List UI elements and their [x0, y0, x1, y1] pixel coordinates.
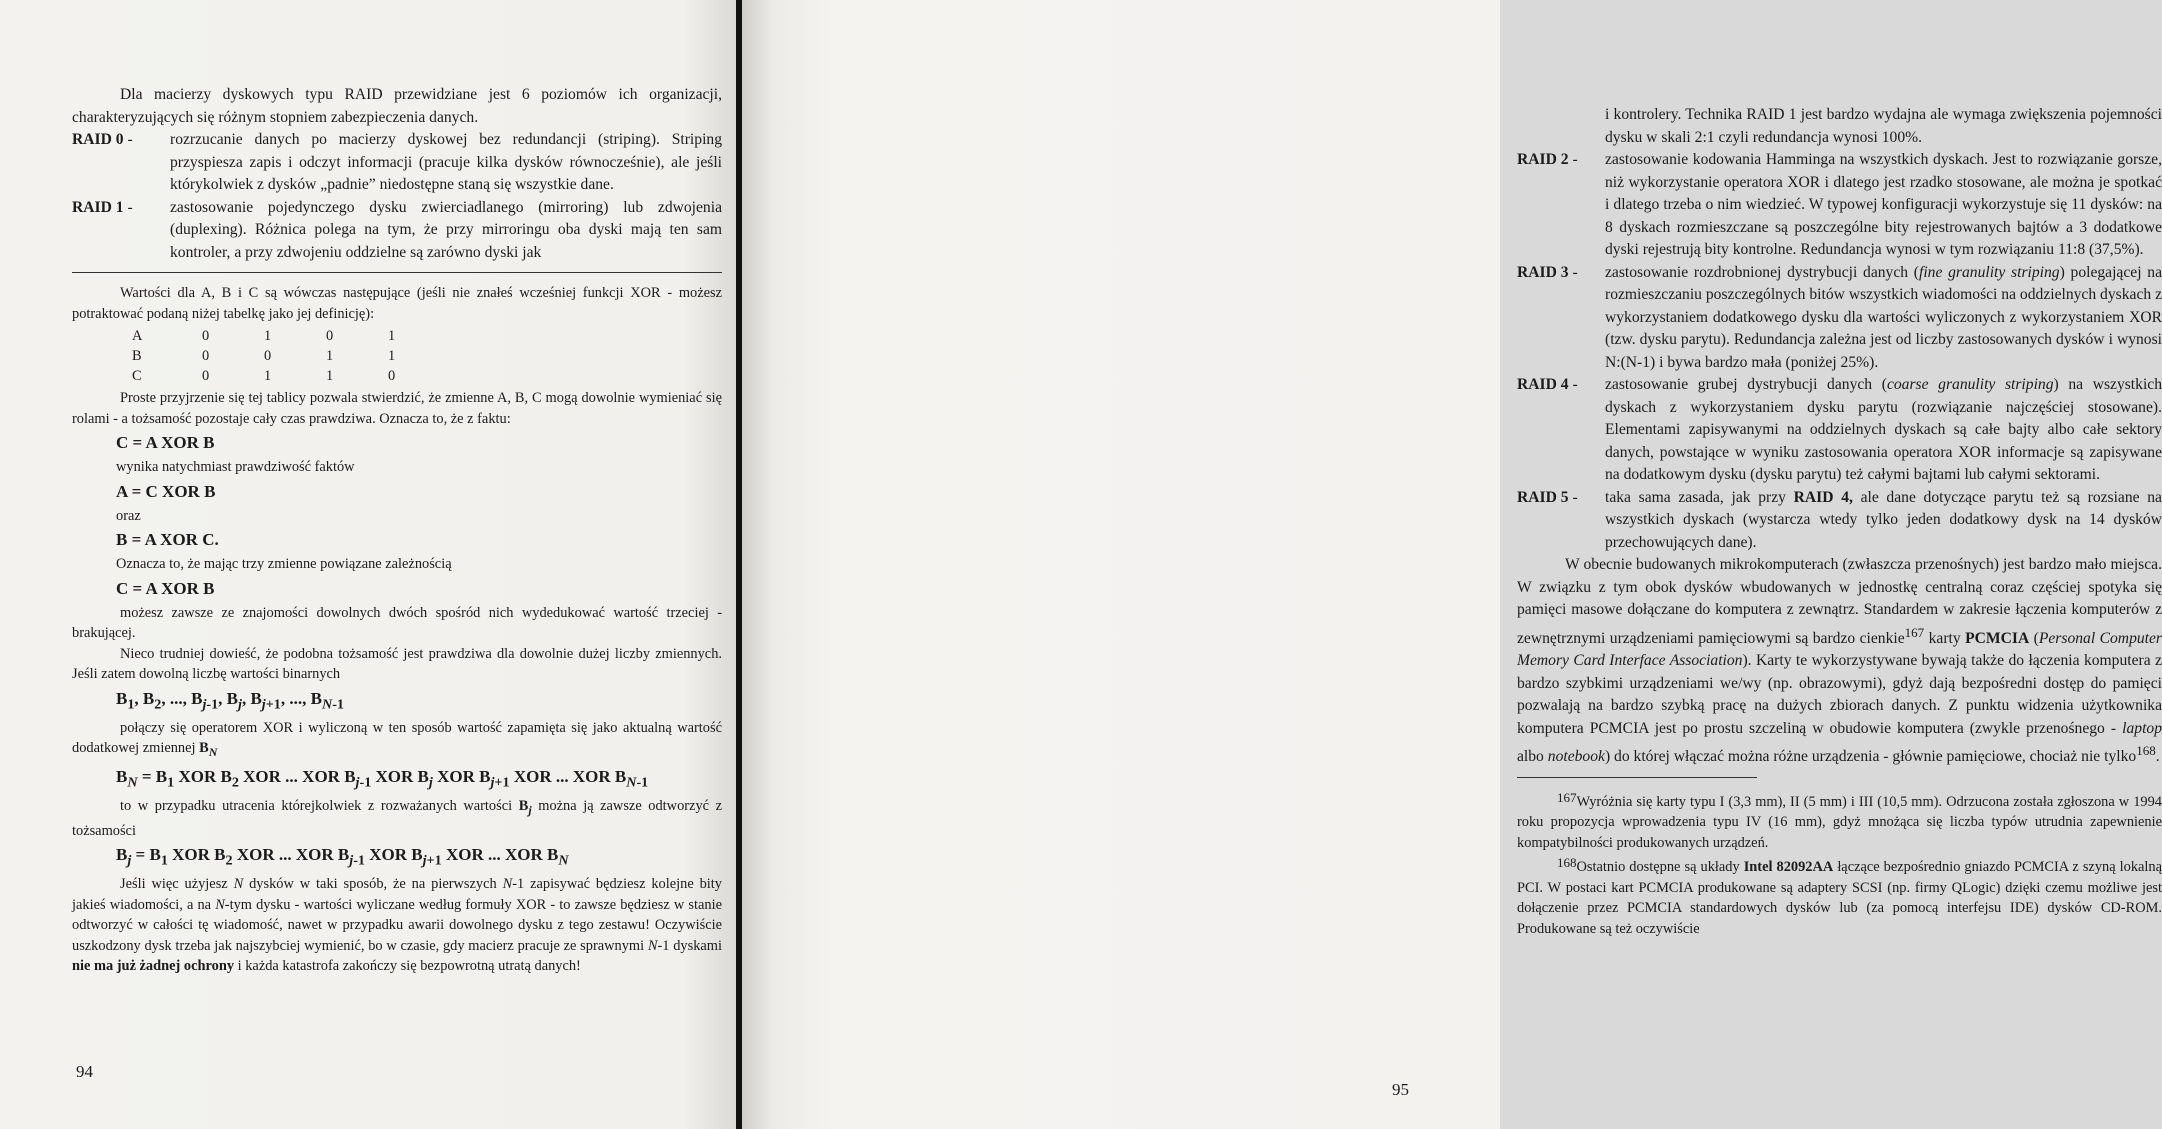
- formula-4: C = A XOR B: [116, 578, 215, 598]
- raid3-text: zastosowanie rozdrobnionej dystrybucji danych (fine granulity striping) polegającej na rozmieszczaniu poszczególnych bitów wszystkich wiadomości na oddzielnych dyskach z wykorzystaniem dodatkowego dysku dla wartości wyliczonych z wykorzystaniem XOR (tzw. dysku parytu). Redundancja zależna jest od liczby zastosowanych dysków i wynosi N:(N-1) i bywa bardzo mała (poniżej 25%).: [1605, 263, 2162, 371]
- raid4-entry: [1517, 374, 2162, 487]
- page-number-right: 95: [1392, 1080, 1409, 1099]
- xor-row-c: [132, 366, 450, 386]
- right-text-column: [1517, 104, 2162, 939]
- pcmcia-paragraph: W obecnie budowanych mikrokomputerach (zwłaszcza przenośnych) jest bardzo mało miejsca. W związku z tym obok dysków wbudowanych w jednostkę centralną coraz częściej spotyka się pamięci masowe dołączane do komputera z zewnątrz. Standardem w zakresie łączenia komputerów z zewnętrznymi urządzeniami pamięciowymi są bardzo cienkie$^{167}$ karty PCMCIA (Personal Computer Memory Card Interface Association). Karty te wykorzystywane bywają także do łączenia komputera z bardzo szybkimi urządzeniami we/wy (np. obrazowymi), gdyż dają bezpośredni dostęp do pamięci pozwalają na bardzo szybką pracę na dużych zbiorach danych. Z punktu widzenia użytkownika komputera PCMCIA jest po prostu szczeliną w obudowie komputera (zwykle przenośnego - laptop albo notebook) do której włączać można różne urządzenia - głównie pamięciowe, chociaż nie tylko$^{168}$.: [1517, 556, 2162, 766]
- formula-parity: $B_N = B_1$ XOR $B_2$ XOR ... XOR $B_{j-1}$ XOR $B_j$ XOR $B_{j+1}$ XOR ... XOR $B_{N-1}$: [116, 766, 649, 791]
- xor-cell: 1: [326, 368, 334, 384]
- footnote-divider: [1517, 777, 1757, 778]
- xor-cell: 0: [264, 348, 272, 364]
- raid2-label: RAID 2 -: [1517, 151, 1578, 168]
- raid4-label: RAID 4 -: [1517, 376, 1578, 393]
- raid5-entry: [1517, 487, 2162, 555]
- xor-cell: 0: [202, 368, 210, 384]
- formula-sequence: $B_1$, $B_2$, ..., $B_{j-1}$, $B_j$, $B_{j+1}$, ..., $B_{N-1}$: [116, 688, 345, 712]
- intro-paragraph: Dla macierzy dyskowych typu RAID przewidziane jest 6 poziomów ich organizacji, charakteryzujących się różnym stopniem zabezpieczenia danych.: [72, 86, 722, 126]
- text-oraz: oraz: [116, 507, 141, 524]
- xor-cell: 0: [326, 328, 334, 344]
- xor-cell: 1: [264, 368, 272, 384]
- raid1-continuation: i kontrolery. Technika RAID 1 jest bardzo wydajna ale wymaga zwiększenia pojemności dysku w skali 2:1 czyli redundancja wynosi 100%.: [1605, 106, 2162, 146]
- xor-cell: 0: [388, 368, 396, 384]
- raid0-text: rozrzucanie danych po macierzy dyskowej bez redundancji (striping). Striping przyspiesza zapis i odczyt informacji (pracuje kilka dysków równocześnie), ale jeśli którykolwiek z dysków „padnie” niedostępne staną się wszystkie dane.: [170, 131, 722, 193]
- raid3-label: RAID 3 -: [1517, 263, 1578, 281]
- xor-cell: A: [132, 328, 143, 344]
- xor-cell: 1: [388, 328, 396, 344]
- xor-cell: 1: [326, 348, 334, 364]
- xor-cell: B: [132, 348, 142, 364]
- xor-cell: 0: [202, 348, 210, 364]
- formula-1: C = A XOR B: [116, 433, 215, 452]
- raid1-text: zastosowanie pojedynczego dysku zwierciadlanego (mirroring) lub zdwojenia (duplexing). Różnica polega na tym, że przy mirroringu oba dyski mają ten sam kontroler, a przy zdwojeniu oddzielne są zarówno dyski jak: [170, 198, 722, 261]
- raid3-entry: [1517, 262, 2162, 375]
- xor-table: [132, 326, 450, 386]
- raid2-entry: [1517, 149, 2162, 262]
- text-to-w: to w przypadku utracenia którejkolwiek z rozważanych wartości $B_j$ można ją zawsze odtworzyć z tożsamości: [72, 798, 722, 839]
- text-mozesz: możesz zawsze ze znajomości dowolnych dwóch spośród nich wydedukować wartość trzeciej - brakującej.: [72, 604, 722, 641]
- left-page: [0, 0, 742, 1129]
- footnote-168: 168Ostatnio dostępne są układy Intel 82092AA łączące bezpośrednio gniazdo PCMCIA z szyną lokalną PCI. W postaci kart PCMCIA produkowane są adaptery SCSI (np. firmy QLogic) dzięki czemu możliwe jest dołączenie przez PCMCIA standardowych dysków lub (za pomocą interfejsu IDE) dysków CD-ROM. Produkowane są też oczywiście: [1517, 855, 2162, 937]
- box-divider: [72, 272, 722, 273]
- xor-cell: 1: [388, 348, 396, 364]
- footnote-167: 167Wyróżnia się karty typu I (3,3 mm), II (5 mm) i III (10,5 mm). Odrzucona została zgłoszona w 1994 roku propozycja wprowadzenia typu IV (16 mm), gdyż mnożąca się liczba typów utrudnia zapewnienie kompatybilności produkowanych urządzeń.: [1517, 789, 2162, 851]
- formula-recover: $B_j = B_1$ XOR $B_2$ XOR ... XOR $B_{j-1}$ XOR $B_{j+1}$ XOR ... XOR $B_N$: [116, 845, 569, 869]
- raid2-text: zastosowanie kodowania Hamminga na wszystkich dyskach. Jest to rozwiązanie gorsze, niż wykorzystanie operatora XOR i dlatego jest rzadko stosowane, ale można je spotkać i dlatego trzeba o nim wiedzieć. W typowej konfiguracji wykorzystuje się 11 dysków: na 8 dyskach rozmieszczane są poszczególne bity rejestrowanych bajtów a 3 dodatkowe dyski rejestrują bity kontrolne. Redundancja wynosi w tym rozwiązaniu 11:8 (37,5%).: [1605, 151, 2162, 258]
- raid1-entry: [72, 197, 722, 265]
- raid0-label: RAID 0 -: [72, 131, 133, 148]
- left-text-column: [72, 84, 722, 977]
- text-wynika: wynika natychmiast prawdziwość faktów: [116, 459, 355, 475]
- text-polaczy: połączy się operatorem XOR i wyliczoną w ten sposób wartość zapamięta się jako aktualną wartość dodatkowej zmiennej $B_N$: [72, 719, 722, 760]
- raid1-label: RAID 1 -: [72, 198, 133, 216]
- right-page: [742, 0, 2162, 1129]
- xor-row-a: [132, 326, 450, 346]
- after-table-text: Proste przyjrzenie się tej tablicy pozwala stwierdzić, że zmienne A, B, C mogą dowolnie wymieniać się rolami - a tożsamość pozostaje cały czas prawdziwa. Oznacza to, że z faktu:: [72, 390, 722, 427]
- page-number-left: 94: [76, 1062, 93, 1081]
- text-jesli: Jeśli więc użyjesz N dysków w taki sposób, że na pierwszych N-1 zapisywać będziesz kolejne bity jakieś wiadomości, a na N-tym dysku - wartości wyliczane według formuły XOR - to zawsze będziesz w stanie odtworzyć w całości tę wiadomość, nawet w przypadku awarii dowolnego dysku z tego zestawu! Oczywiście uszkodzony dysk trzeba jak najszybciej wymienić, bo w czasie, gdy macierz pracuje ze sprawnymi N-1 dyskami nie ma już żadnej ochrony i każda katastrofa zakończy się bezpowrotną utratą danych!: [72, 876, 722, 975]
- raid4-text: zastosowanie grubej dystrybucji danych (coarse granulity striping) na wszystkich dyskach z wykorzystaniem dysku parytu (rozwiązanie najczęściej stosowane). Elementami zapisywanymi na oddzielnych dyskach są całe bajty albo całe sektory danych, powstające w wyniku zastosowania operatora XOR informacje są zapisywane na dodatkowym dysku (dysku parytu) też całymi bajtami lub całymi sektorami.: [1605, 376, 2162, 483]
- raid5-text: taka sama zasada, jak przy RAID 4, ale dane dotyczące parytu też są rozsiane na wszystkich dyskach (wystarcza wtedy tylko jeden dodatkowy dysk na 14 dysków przechowujących dane).: [1605, 488, 2162, 551]
- xor-cell: 0: [202, 328, 210, 344]
- box-intro: Wartości dla A, B i C są wówczas następujące (jeśli nie znałeś wcześniej funkcji XOR - możesz potraktować podaną niżej tabelkę jako jej definicję):: [72, 285, 722, 322]
- xor-row-b: [132, 346, 450, 366]
- xor-box: [72, 283, 722, 977]
- text-nieco: Nieco trudniej dowieść, że podobna tożsamość jest prawdziwa dla dowolnie dużej liczby zmiennych. Jeśli zatem dowolną liczbę wartości binarnych: [72, 645, 722, 682]
- xor-cell: C: [132, 368, 142, 384]
- xor-cell: 1: [264, 328, 272, 344]
- formula-3: B = A XOR C.: [116, 530, 219, 549]
- raid5-label: RAID 5 -: [1517, 488, 1578, 506]
- raid0-entry: [72, 129, 722, 197]
- formula-2: A = C XOR B: [116, 481, 216, 501]
- text-oznacza: Oznacza to, że mając trzy zmienne powiązane zależnością: [116, 556, 452, 572]
